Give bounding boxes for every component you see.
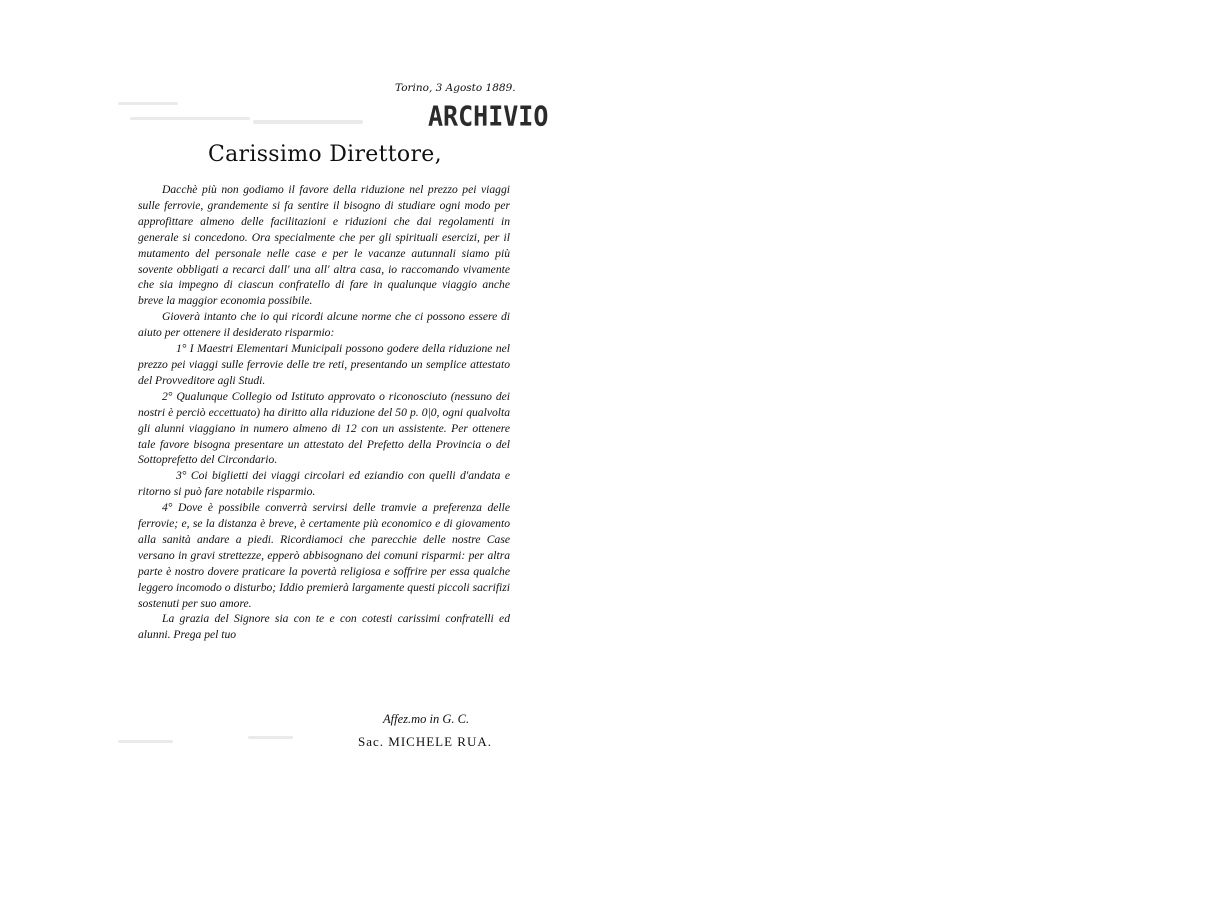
letter-paragraph: La grazia del Signore sia con te e con cotesti carissimi confratelli ed alunni. Prega pel tuo xyxy=(138,612,510,642)
letter-date: Torino, 3 Agosto 1889. xyxy=(395,82,516,94)
print-smudge xyxy=(253,120,363,124)
letter-list-item: 1° I Maestri Elementari Municipali possono godere della riduzione nel prezzo pei viaggi sulle ferrovie delle tre reti, presentando un semplice attestato del Provveditore agli Studi. xyxy=(138,342,510,387)
letter-list-item: 2° Qualunque Collegio od Istituto approvato o riconosciuto (nessuno dei nostri è perciò eccettuato) ha diritto alla riduzione del 50 p. 0|0, ogni qualvolta gli alunni viaggiano in numero almeno di 12 con un assistente. Per ottenere tale favore bisogna presentare un attestato del Prefetto della Provincia o del Sottoprefetto del Circondario. xyxy=(138,389,510,467)
letter-list-item: 3° Coi biglietti dei viaggi circolari ed eziandio con quelli d'andata e ritorno si può fare notabile risparmio. xyxy=(138,469,510,499)
letter-list-item: 4° Dove è possibile converrà servirsi delle tramvie a preferenza delle ferrovie; e, se la distanza è breve, è certamente più economico e di giovamento alla sanità andare a piedi. Ricordiamoci che parecchie delle nostre Case versano in gravi strettezze, epperò abbisognano dei comuni risparmi: per altra parte è nostro dovere praticare la povertà religiosa e soffrire per essa qualche leggero incomodo o disturbo; Iddio premierà largamente questi piccoli sacrifizi sostenuti per suo amore. xyxy=(138,501,510,610)
print-smudge xyxy=(248,736,293,739)
archive-stamp: ARCHIVIO xyxy=(428,100,549,132)
letter-page xyxy=(118,72,548,772)
print-smudge xyxy=(130,117,250,120)
letter-closing: Affez.mo in G. C. xyxy=(383,712,470,726)
letter-paragraph: Gioverà intanto che io qui ricordi alcune norme che ci possono essere di aiuto per ottenere il desiderato risparmio: xyxy=(138,310,510,340)
letter-body xyxy=(138,182,510,643)
print-smudge xyxy=(118,740,173,743)
print-smudge xyxy=(118,102,178,105)
letter-salutation: Carissimo Direttore, xyxy=(208,142,442,167)
letter-paragraph: Dacchè più non godiamo il favore della riduzione nel prezzo pei viaggi sulle ferrovie, grandemente si fa sentire il bisogno di studiare ogni modo per approfittare almeno delle facilitazioni e riduzioni che dai regolamenti in generale si concedono. Ora specialmente che per gli spirituali esercizi, per il mutamento del personale nelle case e per le vacanze autunnali siamo più sovente obbligati a recarci dall' una all' altra casa, io raccomando vivamente che sia impegno di ciascun confratello di fare in qualunque viaggio anche breve la maggior economia possibile. xyxy=(138,183,510,308)
letter-signature: Sac. MICHELE RUA. xyxy=(358,734,492,749)
